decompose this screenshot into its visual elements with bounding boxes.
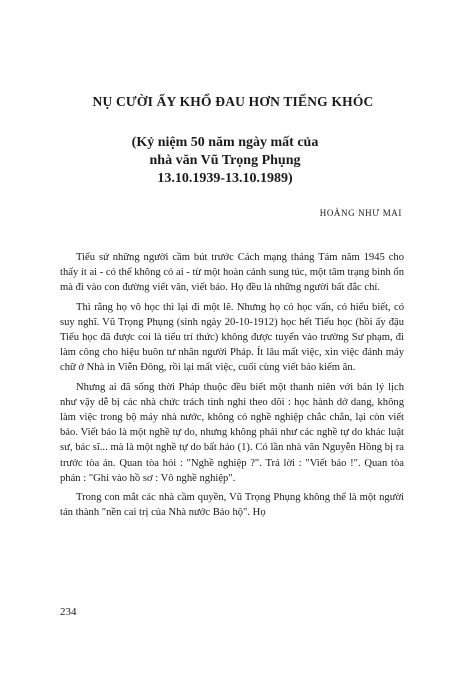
- subtitle-line: (Kỷ niệm 50 năm ngày mất của: [131, 135, 319, 150]
- article-subtitle: [60, 134, 390, 188]
- article-body: [60, 250, 404, 524]
- subtitle-line: nhà văn Vũ Trọng Phụng: [149, 153, 301, 168]
- page-number: 234: [60, 606, 77, 618]
- body-paragraph: Thì rằng họ vô học thì lại đi một lẽ. Nhưng họ có học vấn, có hiểu biết, có suy nghĩ. Vũ Trọng Phụng (sinh ngày 20-10-1912) học hết Tiểu học (hồi ấy đậu Tiểu học đã được coi là tiểu trí thức) không được tuyển vào trường Sư phạm, đi làm công cho hiệu buôn tư nhân người Pháp. Ít lâu mất việc, xin việc đánh máy chữ ở Nhà in Viễn Đông, rồi lại mất việc, cuối cùng viết báo kiếm ăn.: [60, 301, 404, 374]
- body-paragraph: Tiểu sử những người cầm bút trước Cách mạng tháng Tám năm 1945 cho thấy ít ai - có thể không có ai - từ một hoàn cảnh sung túc, một tâm trạng bình ổn mà đi vào con đường viết văn, viết báo. Họ đều là những người bất đắc chí.: [60, 252, 404, 294]
- article-title: NỤ CƯỜI ẤY KHỔ ĐAU HƠN TIẾNG KHÓC: [92, 94, 374, 109]
- subtitle-line: 13.10.1939-13.10.1989): [157, 171, 293, 186]
- body-paragraph: Nhưng ai đã sống thời Pháp thuộc đều biết một thanh niên với bản lý lịch như vậy dễ bị các nhà chức trách tình nghi theo dõi : học hành dở dang, không làm việc trong bộ máy nhà nước, không có nghề nghiệp chắc chắn, lại còn viết báo. Viết báo là một nghề tự do, nhưng không phải như các nghề tự do khác luật sư, bác sĩ... mà là một nghề tự do bất hảo (1). Có lần nhà văn Nguyễn Hồng bị ra trước tòa án. Quan tòa hỏi : "Nghề nghiệp ?". Trả lời : "Viết báo !". Quan tòa phán : "Ghi vào hồ sơ : Vô nghề nghiệp".: [60, 381, 404, 484]
- author-name: HOÀNG NHƯ MAI: [319, 208, 402, 218]
- body-paragraph: Trong con mắt các nhà cầm quyền, Vũ Trọng Phụng không thể là một người tán thành "nền cai trị của Nhà nước Bảo hộ". Họ: [60, 492, 404, 519]
